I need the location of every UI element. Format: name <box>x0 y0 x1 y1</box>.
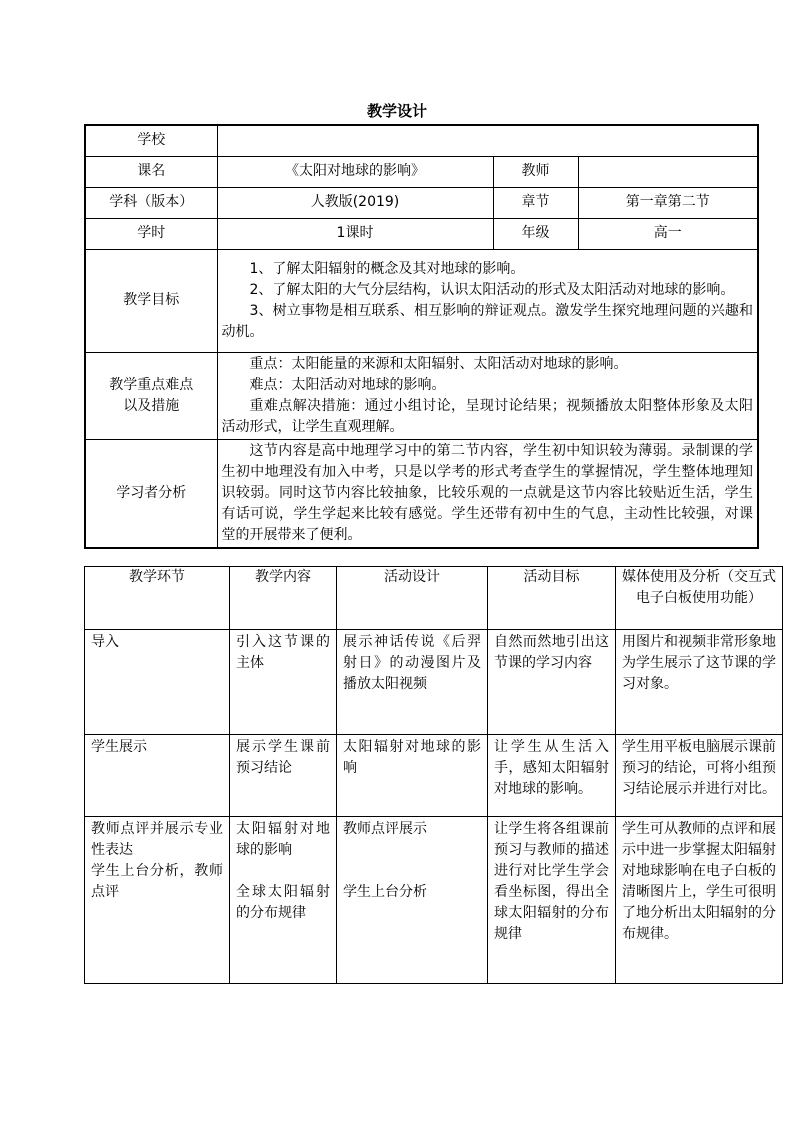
chapter-value: 第一章第二节 <box>578 187 758 218</box>
table-row <box>85 630 783 735</box>
content-cell: 引入这节课的主体 <box>230 630 337 735</box>
header-content: 教学内容 <box>230 567 337 630</box>
info-row-learner <box>85 439 758 548</box>
keypoints-label <box>85 352 217 439</box>
stage-cell <box>85 817 230 984</box>
media-cell: 学生用平板电脑展示课前预习的结论，可将小组预习结论展示并进行对比。 <box>616 735 783 817</box>
goals-cell <box>217 249 758 352</box>
goal-item: 3、树立事物是相互联系、相互影响的辩证观点。激发学生探究地理问题的兴趣和动机。 <box>221 302 753 340</box>
content-line: 全球太阳辐射的分布规律 <box>236 884 330 921</box>
page-title: 教学设计 <box>366 102 427 120</box>
subject-label: 学科（版本） <box>85 187 217 218</box>
grade-label: 年级 <box>493 218 578 249</box>
content-cell: 展示学生课前预习结论 <box>230 735 337 817</box>
goal-cell: 让学生将各组课前预习与教师的描述进行对比学生学会看坐标图，得出全球太阳辐射的分布规律 <box>488 817 616 984</box>
stage-cell: 导入 <box>85 630 230 735</box>
activity-line: 学生上台分析 <box>343 884 427 900</box>
hours-value: 1课时 <box>217 218 493 249</box>
goal-cell: 自然而然地引出这节课的学习内容 <box>488 630 616 735</box>
content-cell <box>230 817 337 984</box>
info-row-school <box>85 125 758 156</box>
keypoints-cell <box>217 352 758 439</box>
goal-item: 1、了解太阳辐射的概念及其对地球的影响。 <box>249 260 525 277</box>
activity-line: 教师点评展示 <box>343 821 427 837</box>
chapter-label: 章节 <box>493 187 578 218</box>
info-row-keypoints <box>85 352 758 439</box>
keypoint-item: 难点：太阳活动对地球的影响。 <box>249 376 446 393</box>
table-row <box>85 735 783 817</box>
keypoint-item: 重难点解决措施：通过小组讨论，呈现讨论结果；视频播放太阳整体形象及太阳活动形式，让学生直观理解。 <box>221 397 753 435</box>
content-line: 太阳辐射对地球的影响 <box>236 821 330 858</box>
activity-cell: 太阳辐射对地球的影响 <box>337 735 488 817</box>
goals-label: 教学目标 <box>85 249 217 352</box>
header-goal: 活动目标 <box>488 567 616 630</box>
grade-value: 高一 <box>578 218 758 249</box>
spacer <box>343 861 481 882</box>
process-table <box>84 566 783 984</box>
header-stage: 教学环节 <box>85 567 230 630</box>
info-row-course <box>85 156 758 187</box>
subject-value: 人教版(2019) <box>217 187 493 218</box>
process-header-row <box>85 567 783 630</box>
info-row-subject <box>85 187 758 218</box>
activity-cell: 展示神话传说《后羿射日》的动漫图片及播放太阳视频 <box>337 630 488 735</box>
media-cell: 学生可从教师的点评和展示中进一步掌握太阳辐射对地球影响在电子白板的清晰图片上，学生可很明了地分析出太阳辐射的分布规律。 <box>616 817 783 984</box>
info-table <box>84 124 759 549</box>
spacer <box>236 861 330 882</box>
spacer <box>343 840 481 861</box>
keypoint-item: 重点：太阳能量的来源和太阳辐射、太阳活动对地球的影响。 <box>249 355 628 372</box>
school-label: 学校 <box>85 125 217 156</box>
stage-cell: 学生展示 <box>85 735 230 817</box>
goal-item: 2、了解太阳的大气分层结构，认识太阳活动的形式及太阳活动对地球的影响。 <box>249 281 735 298</box>
header-media: 媒体使用及分析（交互式电子白板使用功能） <box>616 567 783 630</box>
activity-cell <box>337 817 488 984</box>
table-row <box>85 817 783 984</box>
teacher-label: 教师 <box>493 156 578 187</box>
course-label: 课名 <box>85 156 217 187</box>
stage-line: 学生上台分析，教师点评 <box>91 863 223 900</box>
learner-label: 学习者分析 <box>85 439 217 548</box>
course-value: 《太阳对地球的影响》 <box>217 156 493 187</box>
teacher-value <box>578 156 758 187</box>
media-cell: 用图片和视频非常形象地为学生展示了这节课的学习对象。 <box>616 630 783 735</box>
learner-cell <box>217 439 758 548</box>
header-activity: 活动设计 <box>337 567 488 630</box>
stage-line: 教师点评并展示专业性表达 <box>91 821 223 858</box>
school-value <box>217 125 758 156</box>
info-row-hours <box>85 218 758 249</box>
goal-cell: 让学生从生活入手，感知太阳辐射对地球的影响。 <box>488 735 616 817</box>
keypoints-label-line1: 教学重点难点 <box>109 376 194 393</box>
hours-label: 学时 <box>85 218 217 249</box>
learner-text: 这节内容是高中地理学习中的第二节内容，学生初中知识较为薄弱。录制课的学生初中地理没有加入中考，只是以学考的形式考查学生的掌握情况，学生整体地理知识较弱。同时这节内容比较抽象，比较乐观的一点就是这节内容比较贴近生活，学生有话可说，学生学起来比较有感觉。学生还带有初中生的气息，主动性比较强，对课堂的开展带来了便利。 <box>221 442 753 543</box>
keypoints-label-line2: 以及措施 <box>123 397 180 414</box>
info-row-goals <box>85 249 758 352</box>
